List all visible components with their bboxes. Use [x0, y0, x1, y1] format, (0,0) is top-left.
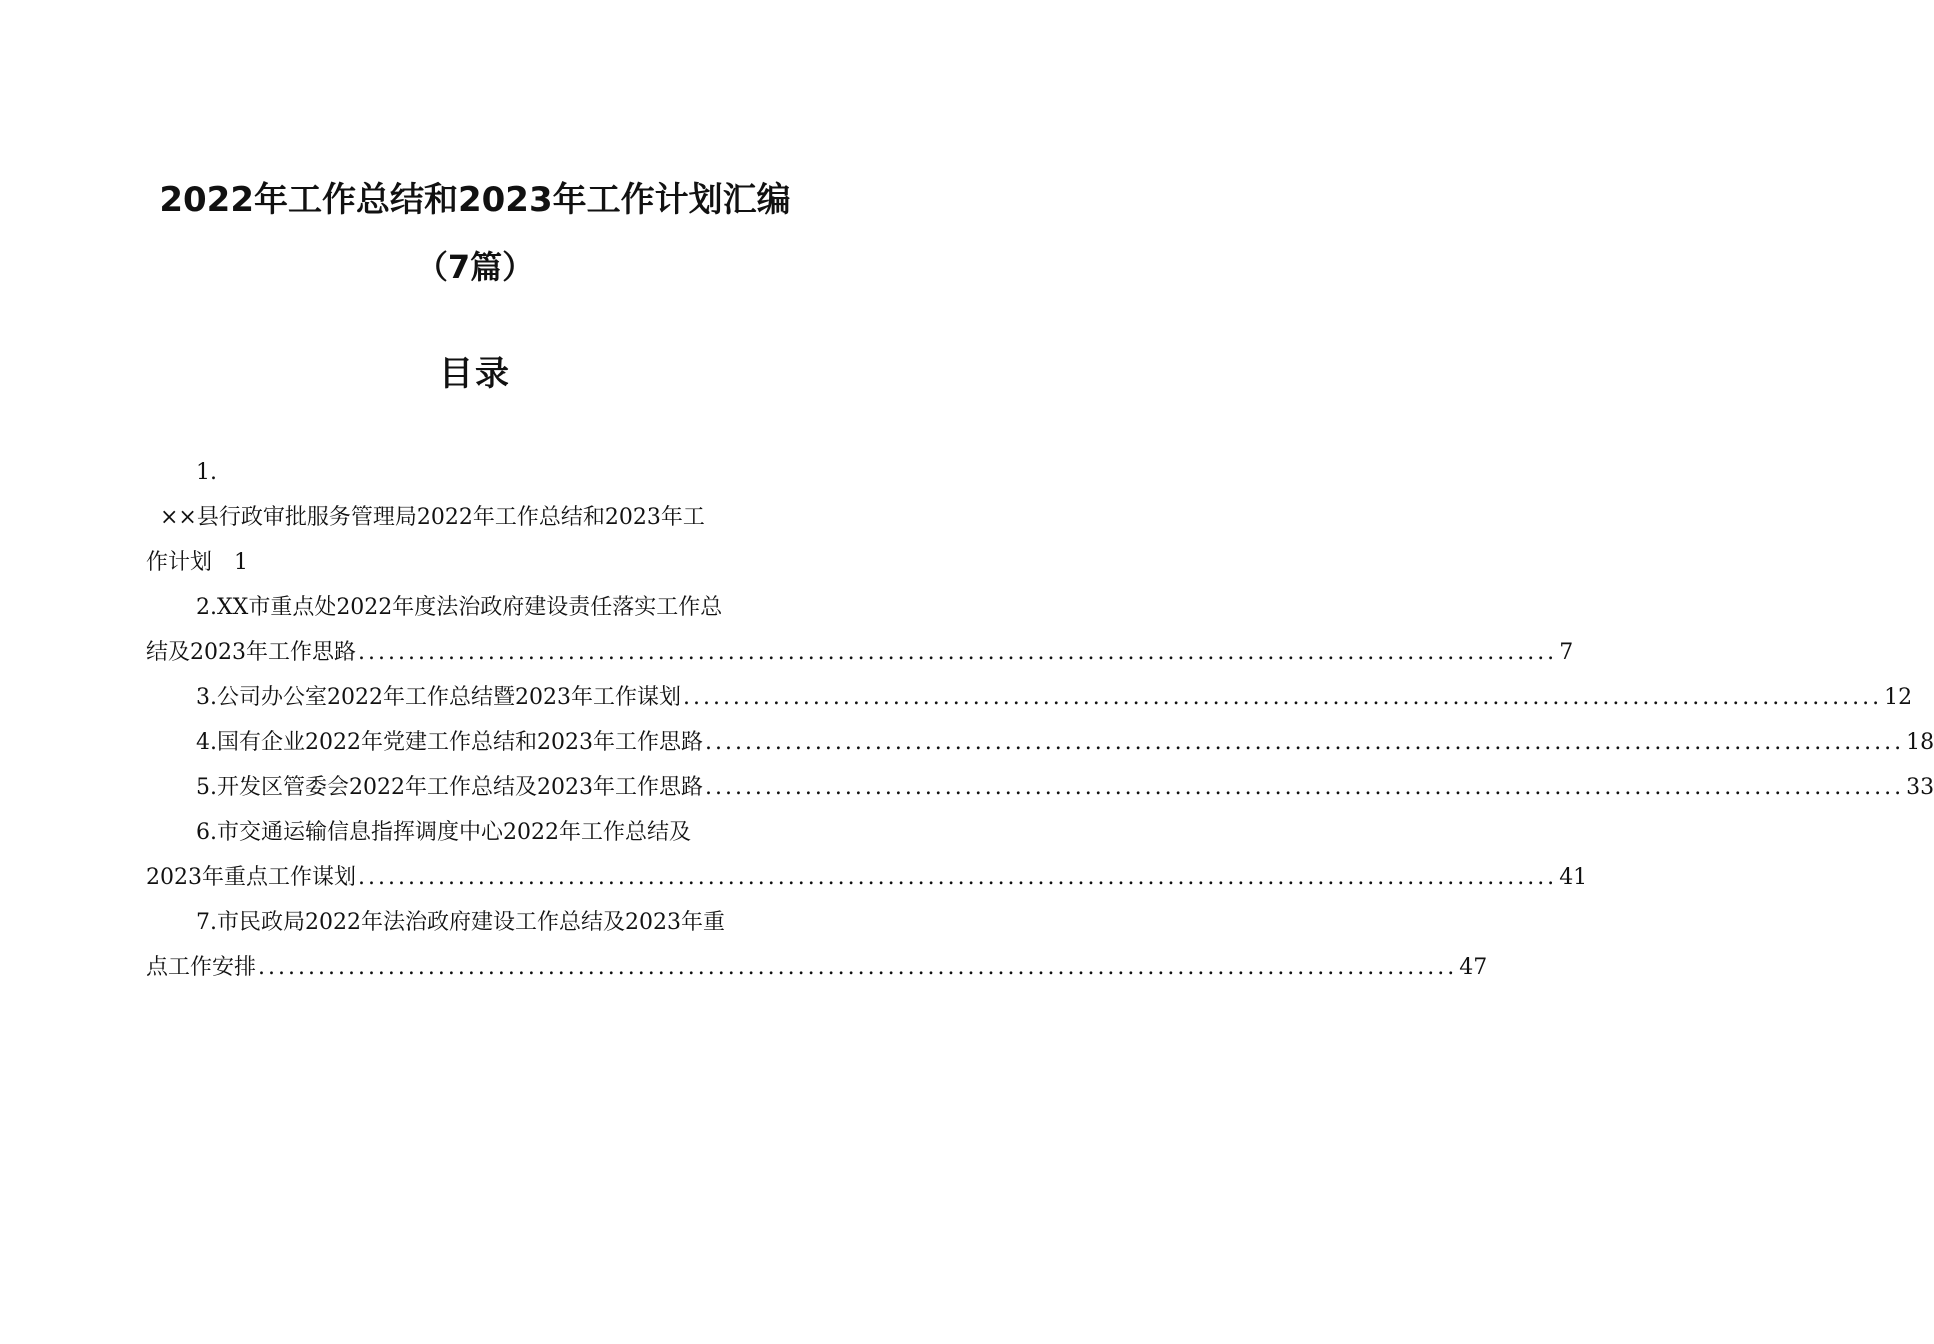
toc-item-7-title-cont: 点工作安排 — [146, 955, 257, 980]
toc-item-7-page: 47 — [1459, 955, 1488, 980]
toc-item-2-title: 2.XX市重点处2022年度法治政府建设责任落实工作总 — [196, 595, 723, 620]
document-title: 2022年工作总结和2023年工作计划汇编 — [159, 180, 791, 220]
toc-item-3[interactable] — [146, 675, 1913, 720]
toc-item-7-title-line1[interactable] — [146, 900, 806, 945]
toc-item-7-title: 7.市民政局2022年法治政府建设工作总结及2023年重 — [196, 910, 725, 935]
toc-item-5[interactable] — [146, 765, 1934, 810]
toc-item-2-title-cont: 结及2023年工作思路 — [146, 640, 356, 665]
toc-item-1-title-line1[interactable] — [146, 495, 806, 540]
toc-item-3-title: 3.公司办公室2022年工作总结暨2023年工作谋划 — [196, 685, 681, 710]
toc-item-5-title: 5.开发区管委会2022年工作总结及2023年工作思路 — [196, 775, 703, 800]
toc-leader-dots: ........................................................................................................................ — [704, 730, 1905, 755]
toc-item-1-title-cont: 作计划 — [146, 550, 213, 575]
toc-item-1-number: 1. — [196, 460, 217, 485]
toc-leader-dots: ........................................................................................................................ — [682, 685, 1883, 710]
toc-item-2-title-line2[interactable] — [146, 630, 1574, 675]
toc-item-1-title: ××县行政审批服务管理局2022年工作总结和2023年工 — [160, 505, 705, 530]
toc-leader-dots: ........................................................................................................................ — [704, 775, 1905, 800]
toc-item-5-page: 33 — [1906, 775, 1934, 800]
toc-item-2-title-line1[interactable] — [146, 585, 806, 630]
toc-item-1-number-line[interactable] — [146, 450, 806, 495]
toc-item-6-title-line2[interactable] — [146, 855, 1588, 900]
toc-item-6-title-line1[interactable] — [146, 810, 806, 855]
toc-leader-dots: ........................................................................................................................ — [258, 955, 1458, 980]
toc-leader-dots: ........................................................................................................................ — [358, 640, 1558, 665]
document-subtitle: （7篇） — [415, 248, 535, 286]
toc-heading: 目录 — [439, 354, 511, 394]
toc-item-1-page: 1 — [234, 550, 249, 575]
toc-item-1-title-line2[interactable] — [146, 540, 806, 585]
toc-item-6-title: 6.市交通运输信息指挥调度中心2022年工作总结及 — [196, 820, 691, 845]
toc-item-2-page: 7 — [1559, 640, 1574, 665]
toc-item-7-title-line2[interactable] — [146, 945, 1488, 990]
toc-leader-dots: ........................................................................................................................ — [358, 865, 1558, 890]
toc-item-6-page: 41 — [1559, 865, 1588, 890]
toc-item-3-page: 12 — [1884, 685, 1913, 710]
toc-item-4[interactable] — [146, 720, 1934, 765]
toc-item-6-title-cont: 2023年重点工作谋划 — [146, 865, 356, 890]
toc-item-4-page: 18 — [1906, 730, 1934, 755]
toc-item-4-title: 4.国有企业2022年党建工作总结和2023年工作思路 — [196, 730, 703, 755]
